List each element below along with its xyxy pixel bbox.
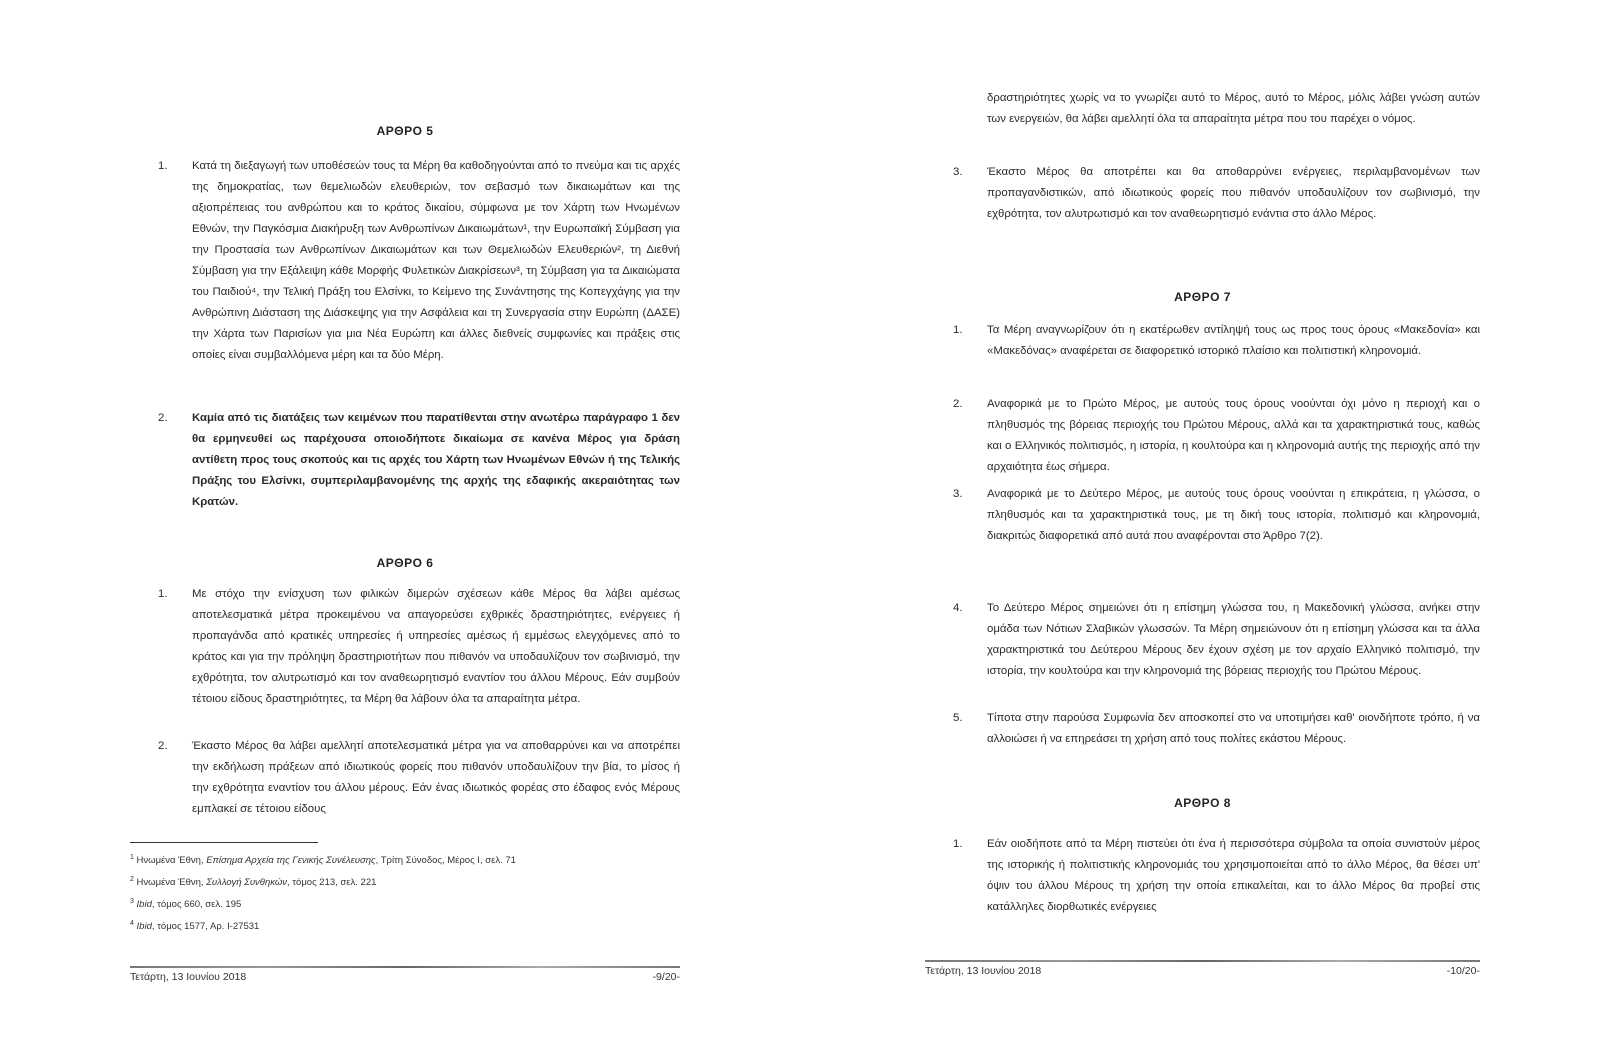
article-6-paragraph-2	[130, 736, 680, 820]
paragraph-text: Με στόχο την ενίσχυση των φιλικών διμερών σχέσεων κάθε Μέρος θα λάβει αμέσως αποτελεσματικά μέτρα προκειμένου να απαγορεύσει εχθρικές δραστηριότητες, ενέργειες ή προπαγάνδα από κρατικές υπηρεσίες ή υπηρεσίες αμέσως ή εμμέσως ελεγχόμενες από το κράτος και για την πρόληψη δραστηριοτήτων που πιθανόν να υποδαυλίζουν τον σωβινισμό, την εχθρότητα, τον αλυτρωτισμό και τον αναθεωρητισμό εναντίον του άλλου Μέρους. Εάν συμβούν τέτοιου είδους δραστηριότητες, τα Μέρη θα λάβουν όλα τα απαραίτητα μέτρα.	[192, 588, 680, 705]
article-7-paragraph-1	[925, 320, 1480, 362]
article-8-heading: ΑΡΘΡΟ 8	[1174, 796, 1231, 810]
paragraph-text: Έκαστο Μέρος θα λάβει αμελλητί αποτελεσματικά μέτρα για να αποθαρρύνει και να αποτρέπει την εκδήλωση πράξεων από ιδιωτικούς φορείς που πιθανόν υποδαυλίζουν την βία, το μίσος ή την εχθρότητα εναντίον του άλλου μέρους. Εάν ένας ιδιωτικός φορέας στο έδαφος ενός Μέρους εμπλακεί σε τέτοιου είδους	[192, 740, 680, 815]
article-6-heading: ΑΡΘΡΟ 6	[376, 556, 434, 570]
article-8-paragraph-1	[925, 834, 1480, 918]
paragraph-number: 1.	[953, 324, 963, 336]
paragraph-text: Καμία από τις διατάξεις των κειμένων που παρατίθενται στην ανωτέρω παράγραφο 1 δεν θα ερμηνευθεί ως παρέχουσα οποιοδήποτε δικαίωμα σε κανένα Μέρος για δράση αντίθετη προς τους σκοπούς και τις αρχές του Χάρτη των Ηνωμένων Εθνών ή της Τελικής Πράξης του Ελσίνκι, συμπεριλαμβανομένης της αρχής της εδαφικής ακεραιότητας των Κρατών.	[192, 412, 680, 508]
footer-date: Τετάρτη, 13 Ιουνίου 2018	[130, 971, 247, 983]
article-5-paragraph-2	[130, 408, 680, 513]
article-6-paragraph-3	[925, 162, 1480, 225]
footnote-1: $^1$ Ηνωμένα Έθνη, Επίσημα Αρχεία της Γενικής Συνέλευσης, Τρίτη Σύνοδος, Μέρος Ι, σελ. 71	[130, 854, 516, 867]
paragraph-number: 3.	[953, 166, 963, 178]
footnote-4: $^4$ Ibid, τόμος 1577, Αρ. Ι-27531	[130, 920, 260, 933]
document-page-9	[130, 0, 680, 1042]
page-number: -9/20-	[652, 971, 680, 983]
footnote-2: $^2$ Ηνωμένα Έθνη, Συλλογή Συνθηκών, τόμος 213, σελ. 221	[130, 876, 377, 889]
document-page-10	[925, 0, 1480, 1042]
article-6-paragraph-1	[130, 584, 680, 710]
article-5-paragraph-1	[130, 156, 680, 366]
paragraph-number: 1.	[158, 588, 168, 600]
page-number: -10/20-	[1446, 965, 1480, 977]
paragraph-text: Τα Μέρη αναγνωρίζουν ότι η εκατέρωθεν αντίληψή τους ως προς τους όρους «Μακεδονία» και «Μακεδόνας» αναφέρεται σε διαφορετικό ιστορικό πλαίσιο και πολιτιστική κληρονομιά.	[987, 324, 1480, 357]
article-5-heading: ΑΡΘΡΟ 5	[376, 124, 434, 138]
paragraph-text: Αναφορικά με το Δεύτερο Μέρος, με αυτούς τους όρους νοούνται η επικράτεια, η γλώσσα, ο πληθυσμός και τα χαρακτηριστικά τους, με τη δική τους ιστορία, πολιτισμό και κληρονομιά, διακριτώς διαφορετικά από αυτά που αναφέρονται στο Άρθρο 7(2).	[987, 488, 1480, 542]
footnote-3: $^3$ Ibid, τόμος 660, σελ. 195	[130, 898, 242, 911]
article-7-paragraph-3	[925, 484, 1480, 547]
paragraph-text: Έκαστο Μέρος θα αποτρέπει και θα αποθαρρύνει ενέργειες, περιλαμβανομένων των προπαγανδιστικών, από ιδιωτικούς φορείς που πιθανόν υποδαυλίζουν τον σωβινισμό, την εχθρότητα, τον αλυτρωτισμό και τον αναθεωρητισμό ενάντια στο άλλο Μέρος.	[987, 166, 1480, 220]
article-7-paragraph-5	[925, 708, 1480, 750]
footer-divider	[130, 966, 680, 968]
article-7-paragraph-4	[925, 598, 1480, 682]
paragraph-number: 1.	[158, 160, 168, 172]
paragraph-text: Το Δεύτερο Μέρος σημειώνει ότι η επίσημη γλώσσα του, η Μακεδονική γλώσσα, ανήκει στην ομάδα των Νότιων Σλαβικών γλωσσών. Τα Μέρη σημειώνουν ότι η επίσημη γλώσσα και τα άλλα χαρακτηριστικά του Δεύτερου Μέρους δεν έχουν σχέση με τον αρχαίο Ελληνικό πολιτισμό, την ιστορία, την κουλτούρα και την κληρονομιά της βόρειας περιοχής του Πρώτου Μέρους.	[987, 602, 1480, 677]
paragraph-number: 4.	[953, 602, 963, 614]
paragraph-number: 3.	[953, 488, 963, 500]
footnotes	[130, 848, 680, 937]
paragraph-number: 2.	[953, 398, 963, 410]
footer-date: Τετάρτη, 13 Ιουνίου 2018	[925, 965, 1042, 977]
footer-divider	[925, 960, 1480, 962]
article-6-paragraph-2-continuation: δραστηριότητες χωρίς να το γνωρίζει αυτό το Μέρος, αυτό το Μέρος, μόλις λάβει γνώση αυτών των ενεργειών, θα λάβει αμελλητί όλα τα απαραίτητα μέτρα που του παρέχει ο νόμος.	[987, 92, 1480, 125]
paragraph-text: Κατά τη διεξαγωγή των υποθέσεών τους τα Μέρη θα καθοδηγούνται από το πνεύμα και τις αρχές της δημοκρατίας, των θεμελιωδών ελευθεριών, τον σεβασμό των δικαιωμάτων και της αξιοπρέπειας του ανθρώπου και το κράτος δικαίου, σύμφωνα με τον Χάρτη των Ηνωμένων Εθνών, την Παγκόσμια Διακήρυξη των Ανθρωπίνων Δικαιωμάτων¹, την Ευρωπαϊκή Σύμβαση για την Προστασία των Ανθρωπίνων Δικαιωμάτων και των Θεμελιωδών Ελευθεριών², τη Διεθνή Σύμβαση για την Εξάλειψη κάθε Μορφής Φυλετικών Διακρίσεων³, τη Σύμβαση για τα Δικαιώματα του Παιδιού⁴, την Τελική Πράξη του Ελσίνκι, το Κείμενο της Συνάντησης της Κοπεγχάγης για την Ανθρώπινη Διάσταση της Διάσκεψης για την Ασφάλεια και τη Συνεργασία στην Ευρώπη (ΔΑΣΕ) την Χάρτα των Παρισίων για μια Νέα Ευρώπη και άλλες διεθνείς συμφωνίες και πράξεις στις οποίες είναι συμβαλλόμενα μέρη και τα δύο Μέρη.	[192, 160, 680, 361]
paragraph-number: 1.	[953, 838, 963, 850]
paragraph-number: 2.	[158, 412, 168, 424]
paragraph-text: Τίποτα στην παρούσα Συμφωνία δεν αποσκοπεί στο να υποτιμήσει καθ' οιονδήποτε τρόπο, ή να αλλοιώσει ή να επηρεάσει τη χρήση από τους πολίτες εκάστου Μέρους.	[987, 712, 1480, 745]
article-7-paragraph-2	[925, 394, 1480, 478]
paragraph-text: Εάν οιοδήποτε από τα Μέρη πιστεύει ότι ένα ή περισσότερα σύμβολα τα οποία συνιστούν μέρος της ιστορικής ή πολιτιστικής κληρονομιάς του χρησιμοποιείται από το άλλο Μέρος, θα θέσει υπ' όψιν του άλλου Μέρους τη χρήση την οποία επικαλείται, και το άλλο Μέρος θα προβεί στις κατάλληλες διορθωτικές ενέργειες	[987, 838, 1480, 913]
footnote-divider	[130, 842, 318, 843]
paragraph-number: 2.	[158, 740, 168, 752]
paragraph-number: 5.	[953, 712, 963, 724]
paragraph-text: Αναφορικά με το Πρώτο Μέρος, με αυτούς τους όρους νοούνται όχι μόνο η περιοχή και ο πληθυσμός της βόρειας περιοχής του Πρώτου Μέρους, αλλά και τα χαρακτηριστικά τους, καθώς και ο Ελληνικός πολιτισμός, η ιστορία, η κουλτούρα και η κληρονομιά αυτής της περιοχής από την αρχαιότητα έως σήμερα.	[987, 398, 1480, 473]
article-7-heading: ΑΡΘΡΟ 7	[1174, 290, 1231, 304]
